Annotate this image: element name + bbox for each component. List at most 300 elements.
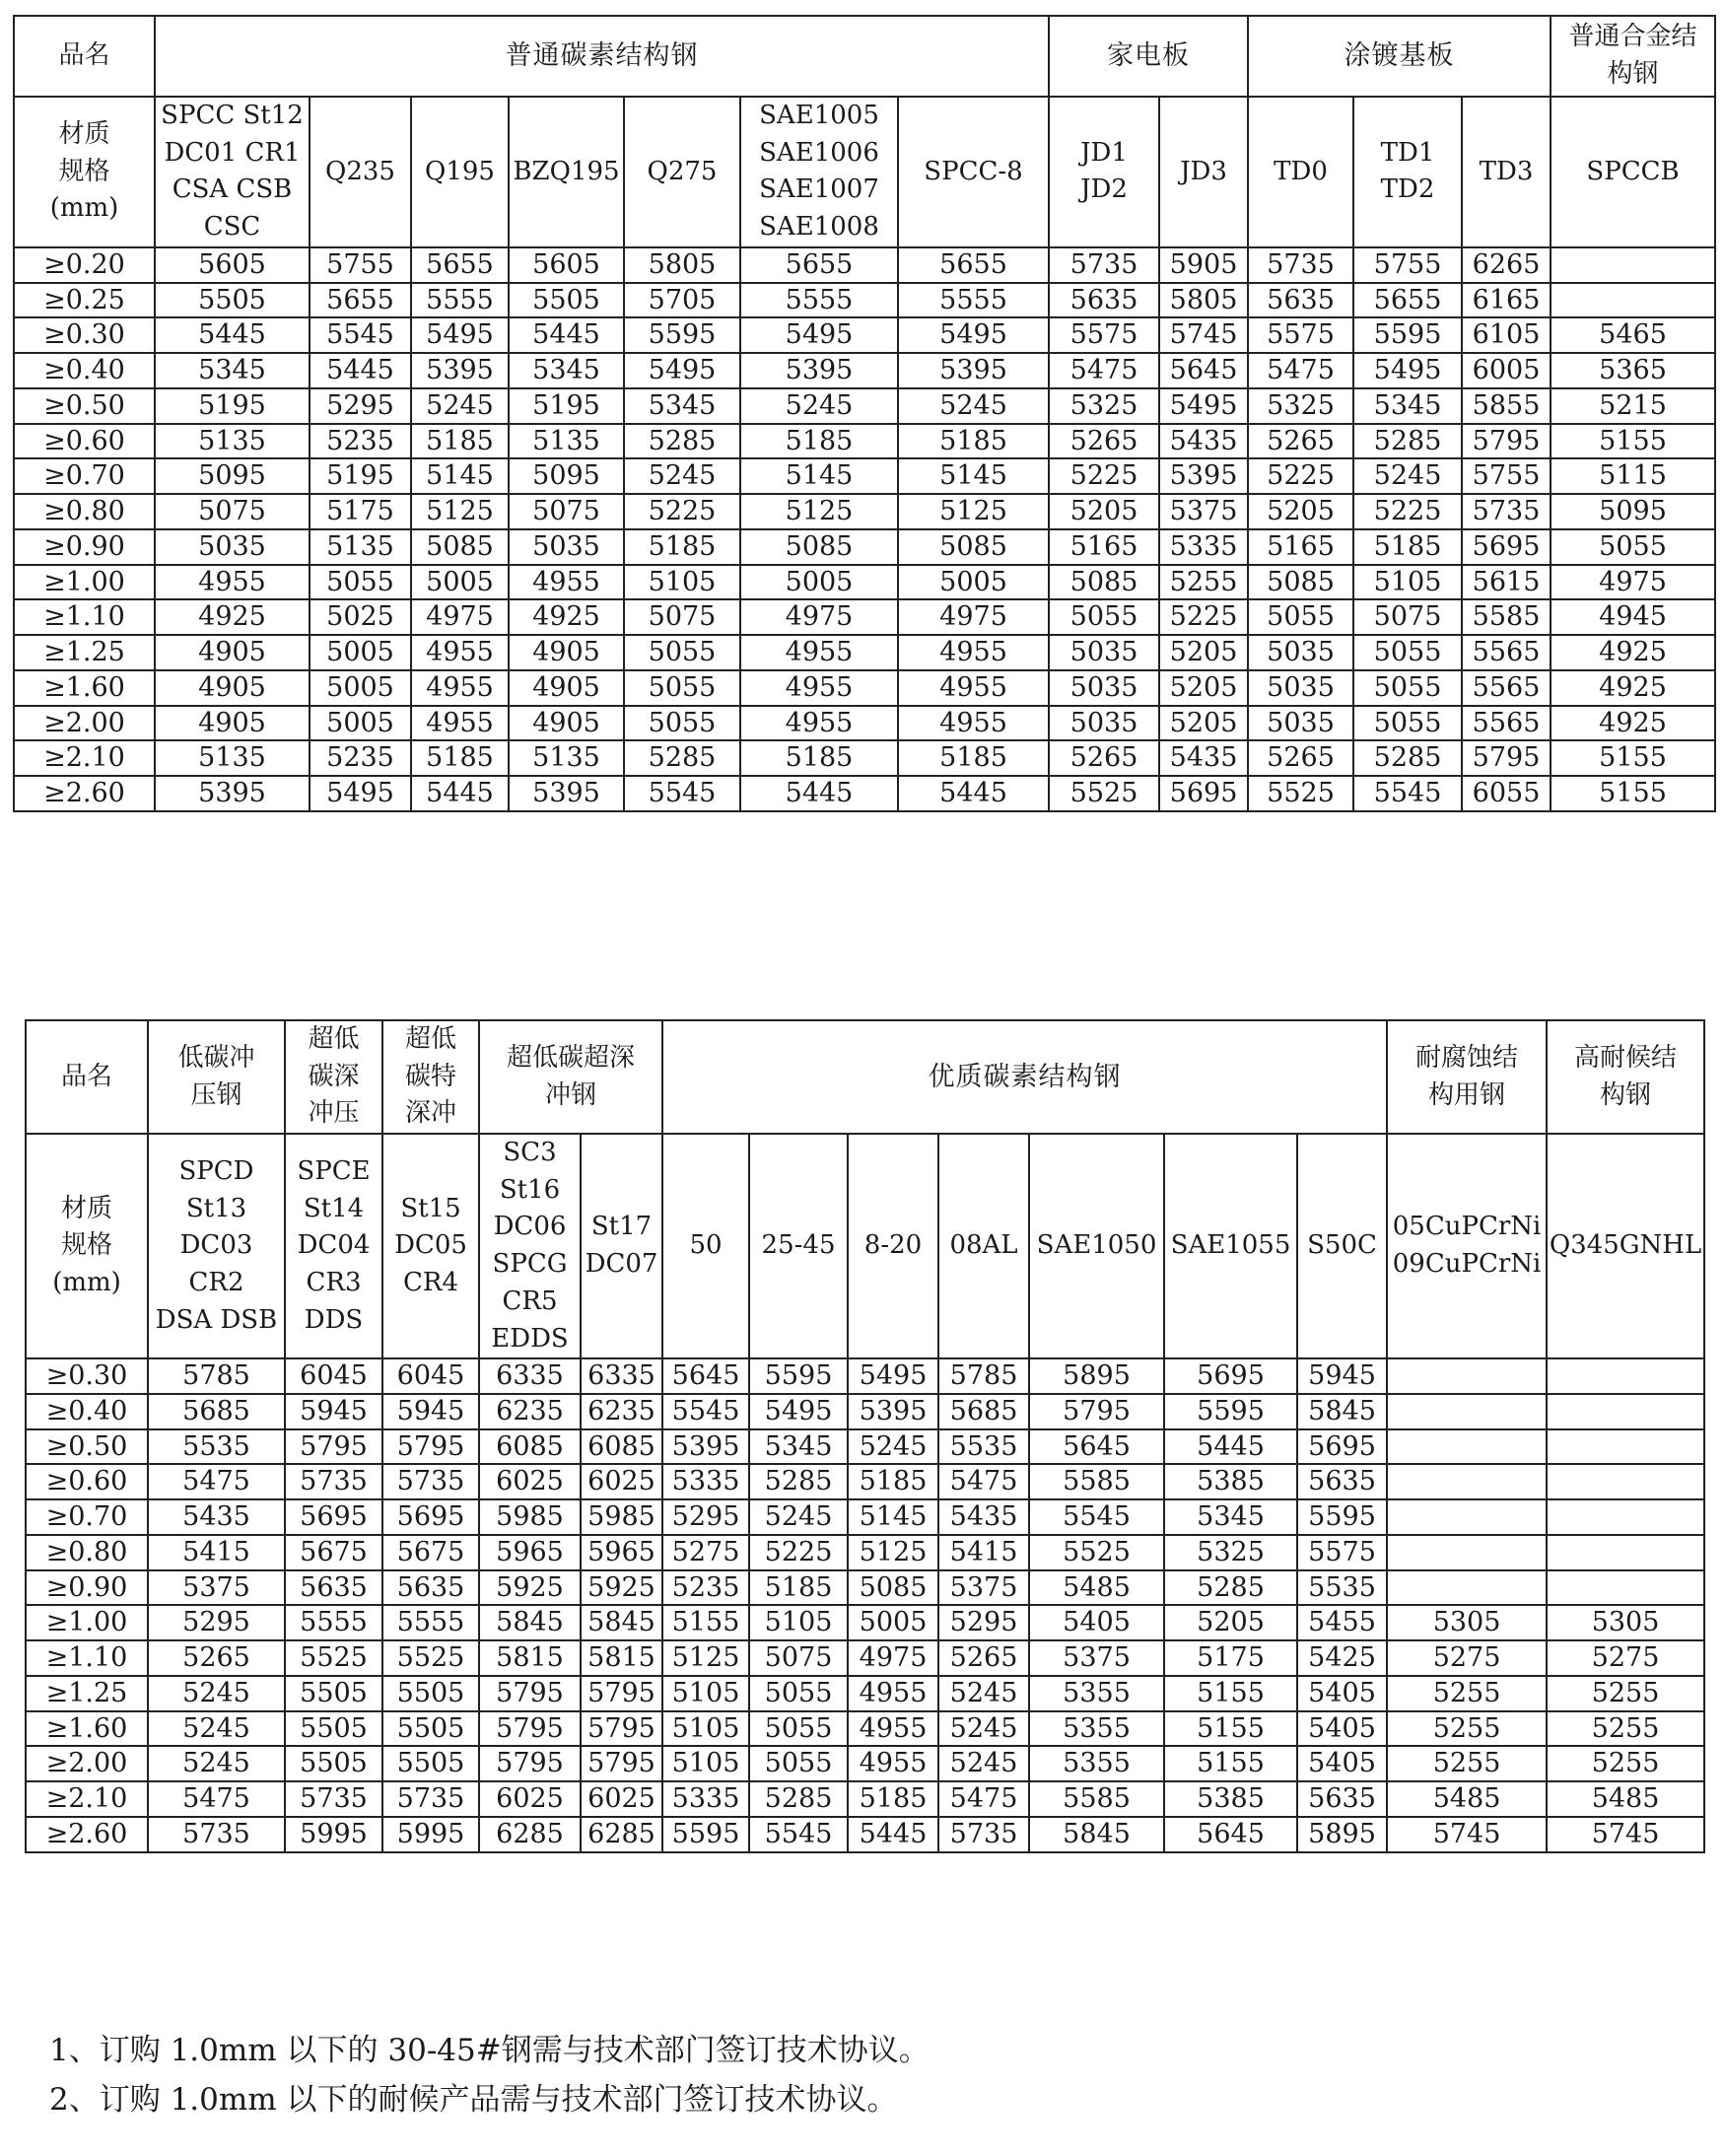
price-cell: 5205 xyxy=(1159,670,1248,706)
price-cell: 5585 xyxy=(1029,1464,1164,1499)
price-cell: 5735 xyxy=(285,1781,382,1817)
price-cell: 5695 xyxy=(1297,1429,1387,1465)
price-cell: 5985 xyxy=(479,1499,581,1535)
product-name-label: 品名 xyxy=(14,16,155,97)
table-row xyxy=(26,1464,1704,1499)
price-cell: 4975 xyxy=(411,599,509,635)
price-cell: 6285 xyxy=(479,1817,581,1852)
table-row xyxy=(14,283,1715,318)
price-cell: 5615 xyxy=(1462,565,1551,600)
price-cell: 5795 xyxy=(581,1746,662,1781)
price-cell: 5155 xyxy=(1164,1676,1297,1711)
price-cell: 5055 xyxy=(1248,599,1353,635)
price-cell: 5075 xyxy=(624,599,740,635)
price-cell: 5425 xyxy=(1297,1640,1387,1676)
price-cell: 5085 xyxy=(1049,565,1159,600)
grade-header: SAE1055 xyxy=(1164,1134,1297,1358)
category-header-row xyxy=(26,1020,1704,1134)
price-cell: 4955 xyxy=(509,565,624,600)
price-cell: 5505 xyxy=(285,1746,382,1781)
spec-cell: ≥1.60 xyxy=(26,1711,148,1747)
price-cell: 5605 xyxy=(155,247,310,283)
table-row xyxy=(26,1676,1704,1711)
price-cell xyxy=(1547,1570,1704,1606)
spec-label: 材质 规格 (mm) xyxy=(14,97,155,247)
spec-cell: ≥1.10 xyxy=(26,1640,148,1676)
price-cell: 5185 xyxy=(848,1781,938,1817)
price-cell: 4955 xyxy=(898,706,1049,741)
price-cell: 5505 xyxy=(285,1676,382,1711)
price-cell: 5255 xyxy=(1387,1746,1547,1781)
category-coating-substrate: 涂镀基板 xyxy=(1248,16,1551,97)
price-cell: 5805 xyxy=(1159,283,1248,318)
price-cell: 5455 xyxy=(1297,1605,1387,1640)
price-cell xyxy=(1551,247,1715,283)
price-cell: 5575 xyxy=(1049,317,1159,353)
price-cell: 5285 xyxy=(749,1781,848,1817)
price-cell: 5175 xyxy=(1164,1640,1297,1676)
price-cell: 5185 xyxy=(411,740,509,776)
price-cell xyxy=(1387,1429,1547,1465)
grade-header: SAE1050 xyxy=(1029,1134,1164,1358)
price-cell: 5295 xyxy=(148,1605,285,1640)
price-cell: 5055 xyxy=(749,1711,848,1747)
price-cell: 5335 xyxy=(662,1781,749,1817)
price-cell: 5185 xyxy=(740,740,898,776)
price-cell: 5795 xyxy=(581,1676,662,1711)
price-cell: 4905 xyxy=(155,706,310,741)
price-cell: 5405 xyxy=(1297,1676,1387,1711)
price-cell: 5085 xyxy=(1248,565,1353,600)
price-cell: 5595 xyxy=(1353,317,1462,353)
price-cell: 5645 xyxy=(1164,1817,1297,1852)
grade-header: 05CuPCrNi 09CuPCrNi xyxy=(1387,1134,1547,1358)
price-cell: 5135 xyxy=(310,529,411,565)
price-cell xyxy=(1551,283,1715,318)
price-cell: 5635 xyxy=(382,1570,479,1606)
price-cell: 5395 xyxy=(662,1429,749,1465)
price-cell: 5155 xyxy=(1551,776,1715,811)
price-cell: 5375 xyxy=(148,1570,285,1606)
price-cell xyxy=(1387,1570,1547,1606)
price-cell: 5795 xyxy=(1462,424,1551,459)
spec-cell: ≥1.00 xyxy=(14,565,155,600)
price-cell xyxy=(1387,1499,1547,1535)
price-cell: 5345 xyxy=(509,353,624,388)
price-cell: 5265 xyxy=(1049,740,1159,776)
price-cell: 6085 xyxy=(581,1429,662,1465)
price-cell: 5565 xyxy=(1462,670,1551,706)
price-cell: 5595 xyxy=(1164,1394,1297,1429)
spec-cell: ≥2.10 xyxy=(14,740,155,776)
price-cell: 5205 xyxy=(1159,706,1248,741)
price-cell: 5505 xyxy=(155,283,310,318)
spec-cell: ≥0.50 xyxy=(14,388,155,424)
price-cell: 5205 xyxy=(1049,494,1159,529)
price-cell: 5565 xyxy=(1462,635,1551,670)
price-cell: 5185 xyxy=(898,740,1049,776)
price-cell: 5275 xyxy=(662,1535,749,1570)
spec-cell: ≥2.60 xyxy=(14,776,155,811)
price-cell: 5245 xyxy=(740,388,898,424)
spec-cell: ≥0.90 xyxy=(14,529,155,565)
price-cell: 5505 xyxy=(382,1676,479,1711)
price-cell: 4925 xyxy=(1551,635,1715,670)
table-row xyxy=(14,317,1715,353)
price-cell: 4955 xyxy=(155,565,310,600)
price-cell: 5245 xyxy=(848,1429,938,1465)
price-cell: 5585 xyxy=(1462,599,1551,635)
spec-cell: ≥0.70 xyxy=(14,458,155,494)
table-row xyxy=(14,388,1715,424)
price-table-1 xyxy=(13,15,1716,812)
table-row xyxy=(26,1640,1704,1676)
price-cell: 5075 xyxy=(155,494,310,529)
price-cell: 5965 xyxy=(581,1535,662,1570)
price-cell: 5795 xyxy=(479,1711,581,1747)
price-cell: 5695 xyxy=(1462,529,1551,565)
price-cell: 5205 xyxy=(1164,1605,1297,1640)
price-cell: 5815 xyxy=(479,1640,581,1676)
table-row xyxy=(14,424,1715,459)
spec-cell: ≥0.50 xyxy=(26,1429,148,1465)
price-cell: 5575 xyxy=(1297,1535,1387,1570)
price-cell: 4975 xyxy=(740,599,898,635)
spec-cell: ≥0.25 xyxy=(14,283,155,318)
grade-header: SPCE St14 DC04 CR3 DDS xyxy=(285,1134,382,1358)
price-cell: 5445 xyxy=(411,776,509,811)
price-cell: 5445 xyxy=(310,353,411,388)
price-cell: 5845 xyxy=(1029,1817,1164,1852)
price-cell: 5185 xyxy=(848,1464,938,1499)
price-cell: 5265 xyxy=(1049,424,1159,459)
price-cell: 5735 xyxy=(1049,247,1159,283)
grade-header: SAE1005 SAE1006 SAE1007 SAE1008 xyxy=(740,97,898,247)
price-cell: 5735 xyxy=(938,1817,1029,1852)
price-cell: 5495 xyxy=(1159,388,1248,424)
grade-header: SPCCB xyxy=(1551,97,1715,247)
price-cell: 4955 xyxy=(848,1746,938,1781)
price-cell: 5295 xyxy=(938,1605,1029,1640)
spec-cell: ≥0.30 xyxy=(14,317,155,353)
price-cell: 6055 xyxy=(1462,776,1551,811)
price-cell: 5595 xyxy=(662,1817,749,1852)
price-cell: 6235 xyxy=(479,1394,581,1429)
price-cell: 5545 xyxy=(1029,1499,1164,1535)
price-cell: 5165 xyxy=(1248,529,1353,565)
price-cell: 5195 xyxy=(509,388,624,424)
price-cell: 5545 xyxy=(1353,776,1462,811)
grade-header: JD3 xyxy=(1159,97,1248,247)
price-cell: 5645 xyxy=(662,1358,749,1394)
price-cell: 5395 xyxy=(848,1394,938,1429)
price-cell: 5595 xyxy=(1297,1499,1387,1535)
price-cell: 5295 xyxy=(310,388,411,424)
price-cell: 5385 xyxy=(1164,1464,1297,1499)
price-cell: 5125 xyxy=(848,1535,938,1570)
grade-header: S50C xyxy=(1297,1134,1387,1358)
price-cell: 5355 xyxy=(1029,1746,1164,1781)
price-cell: 5215 xyxy=(1551,388,1715,424)
category-quality-carbon-steel: 优质碳素结构钢 xyxy=(662,1020,1387,1134)
table-row xyxy=(14,776,1715,811)
price-cell: 5495 xyxy=(411,317,509,353)
spec-cell: ≥2.00 xyxy=(14,706,155,741)
price-cell: 5805 xyxy=(624,247,740,283)
price-cell: 5445 xyxy=(740,776,898,811)
price-cell: 5325 xyxy=(1049,388,1159,424)
price-cell: 5005 xyxy=(310,670,411,706)
price-cell: 5005 xyxy=(310,635,411,670)
price-cell: 5545 xyxy=(662,1394,749,1429)
spec-cell: ≥0.40 xyxy=(14,353,155,388)
price-cell: 5485 xyxy=(1029,1570,1164,1606)
price-cell xyxy=(1387,1535,1547,1570)
price-cell: 5185 xyxy=(624,529,740,565)
price-cell: 5245 xyxy=(411,388,509,424)
price-cell: 5545 xyxy=(310,317,411,353)
price-cell: 5965 xyxy=(479,1535,581,1570)
price-cell: 5555 xyxy=(740,283,898,318)
price-cell: 5135 xyxy=(509,424,624,459)
price-cell: 5255 xyxy=(1159,565,1248,600)
price-cell: 5445 xyxy=(898,776,1049,811)
price-cell: 5225 xyxy=(1248,458,1353,494)
price-cell: 5245 xyxy=(749,1499,848,1535)
price-cell: 5535 xyxy=(148,1429,285,1465)
price-cell: 5135 xyxy=(509,740,624,776)
price-cell: 5945 xyxy=(1297,1358,1387,1394)
category-ordinary-alloy-steel: 普通合金结 构钢 xyxy=(1551,16,1715,97)
price-cell: 5445 xyxy=(848,1817,938,1852)
price-cell: 5255 xyxy=(1547,1746,1704,1781)
price-cell: 5395 xyxy=(740,353,898,388)
price-cell: 5985 xyxy=(581,1499,662,1535)
price-cell: 5055 xyxy=(624,670,740,706)
price-cell: 5445 xyxy=(509,317,624,353)
price-cell: 5895 xyxy=(1029,1358,1164,1394)
price-cell: 5755 xyxy=(1353,247,1462,283)
price-cell: 4955 xyxy=(740,670,898,706)
price-cell: 5395 xyxy=(1159,458,1248,494)
grade-header: St15 DC05 CR4 xyxy=(382,1134,479,1358)
price-cell: 5415 xyxy=(148,1535,285,1570)
price-cell xyxy=(1547,1535,1704,1570)
price-cell: 5005 xyxy=(411,565,509,600)
price-cell: 5465 xyxy=(1551,317,1715,353)
price-cell: 5495 xyxy=(1353,353,1462,388)
price-cell: 5525 xyxy=(1049,776,1159,811)
price-cell: 5185 xyxy=(1353,529,1462,565)
price-cell: 6025 xyxy=(479,1464,581,1499)
price-cell: 6235 xyxy=(581,1394,662,1429)
category-ultra-low-carbon-extra-deep: 超低 碳特 深冲 xyxy=(382,1020,479,1134)
price-cell: 5265 xyxy=(938,1640,1029,1676)
price-cell: 5155 xyxy=(1551,424,1715,459)
price-cell: 5685 xyxy=(148,1394,285,1429)
spec-cell: ≥1.00 xyxy=(26,1605,148,1640)
price-cell: 5695 xyxy=(382,1499,479,1535)
price-cell: 5265 xyxy=(1248,740,1353,776)
price-cell: 5505 xyxy=(382,1746,479,1781)
price-cell: 5495 xyxy=(749,1394,848,1429)
price-cell: 5395 xyxy=(411,353,509,388)
grade-header-row xyxy=(26,1134,1704,1358)
spec-cell: ≥2.60 xyxy=(26,1817,148,1852)
price-cell: 5055 xyxy=(1353,670,1462,706)
price-cell: 5635 xyxy=(1049,283,1159,318)
price-cell: 5085 xyxy=(848,1570,938,1606)
price-cell: 4955 xyxy=(898,670,1049,706)
price-cell: 5285 xyxy=(624,740,740,776)
price-cell: 5225 xyxy=(1353,494,1462,529)
table-row xyxy=(26,1711,1704,1747)
price-cell: 5525 xyxy=(1248,776,1353,811)
price-cell: 4955 xyxy=(740,706,898,741)
price-cell: 5335 xyxy=(1159,529,1248,565)
price-cell: 5495 xyxy=(898,317,1049,353)
price-cell: 5555 xyxy=(382,1605,479,1640)
price-cell: 6025 xyxy=(581,1464,662,1499)
price-cell: 5335 xyxy=(662,1464,749,1499)
price-cell: 5255 xyxy=(1547,1711,1704,1747)
price-cell: 5735 xyxy=(148,1817,285,1852)
price-cell: 5635 xyxy=(285,1570,382,1606)
price-cell: 5055 xyxy=(1353,706,1462,741)
price-cell: 5435 xyxy=(938,1499,1029,1535)
category-header-row xyxy=(14,16,1715,97)
price-cell: 5545 xyxy=(749,1817,848,1852)
price-cell: 5325 xyxy=(1248,388,1353,424)
table-row xyxy=(26,1781,1704,1817)
price-cell: 5125 xyxy=(740,494,898,529)
price-cell: 4925 xyxy=(1551,670,1715,706)
price-cell: 5115 xyxy=(1551,458,1715,494)
price-cell: 5735 xyxy=(1462,494,1551,529)
price-cell: 5055 xyxy=(749,1676,848,1711)
price-cell: 5895 xyxy=(1297,1817,1387,1852)
price-cell: 5475 xyxy=(148,1781,285,1817)
price-cell: 5165 xyxy=(1049,529,1159,565)
price-cell: 5635 xyxy=(1297,1464,1387,1499)
price-cell: 5555 xyxy=(898,283,1049,318)
price-cell: 5505 xyxy=(285,1711,382,1747)
price-cell: 5235 xyxy=(310,740,411,776)
price-cell: 5035 xyxy=(1049,706,1159,741)
price-cell: 5105 xyxy=(662,1711,749,1747)
price-cell: 5035 xyxy=(1049,670,1159,706)
table-row xyxy=(26,1429,1704,1465)
grade-header: 8-20 xyxy=(848,1134,938,1358)
price-cell: 5795 xyxy=(1029,1394,1164,1429)
price-cell: 5925 xyxy=(479,1570,581,1606)
category-low-carbon-stamping: 低碳冲 压钢 xyxy=(148,1020,285,1134)
price-cell: 5815 xyxy=(581,1640,662,1676)
grade-header: St17 DC07 xyxy=(581,1134,662,1358)
price-cell: 4925 xyxy=(509,599,624,635)
price-cell: 5375 xyxy=(1029,1640,1164,1676)
grade-header: TD1 TD2 xyxy=(1353,97,1462,247)
price-cell: 5525 xyxy=(382,1640,479,1676)
price-cell: 5155 xyxy=(1551,740,1715,776)
price-cell: 4905 xyxy=(509,635,624,670)
price-cell: 4905 xyxy=(155,670,310,706)
price-cell: 5245 xyxy=(938,1711,1029,1747)
price-cell: 5125 xyxy=(662,1640,749,1676)
price-cell: 5235 xyxy=(662,1570,749,1606)
table-row xyxy=(14,599,1715,635)
spec-cell: ≥0.20 xyxy=(14,247,155,283)
grade-header: SPCC-8 xyxy=(898,97,1049,247)
price-cell: 5075 xyxy=(509,494,624,529)
price-cell: 5405 xyxy=(1029,1605,1164,1640)
price-cell: 5785 xyxy=(148,1358,285,1394)
price-cell: 5105 xyxy=(662,1676,749,1711)
price-cell: 5155 xyxy=(1164,1746,1297,1781)
price-cell: 5245 xyxy=(938,1676,1029,1711)
grade-header: TD3 xyxy=(1462,97,1551,247)
price-cell: 6165 xyxy=(1462,283,1551,318)
table-row xyxy=(14,458,1715,494)
price-cell: 6005 xyxy=(1462,353,1551,388)
price-cell: 5245 xyxy=(624,458,740,494)
price-cell: 5695 xyxy=(1159,776,1248,811)
table-row xyxy=(14,353,1715,388)
price-cell: 5575 xyxy=(1248,317,1353,353)
note-line: 2、订购 1.0mm 以下的耐候产品需与技术部门签订技术协议。 xyxy=(49,2082,898,2118)
price-cell: 5055 xyxy=(310,565,411,600)
table-row xyxy=(14,494,1715,529)
price-cell: 5675 xyxy=(382,1535,479,1570)
price-cell: 6105 xyxy=(1462,317,1551,353)
price-cell: 5305 xyxy=(1387,1605,1547,1640)
price-cell: 5645 xyxy=(1029,1429,1164,1465)
price-cell xyxy=(1547,1394,1704,1429)
price-cell: 5055 xyxy=(1551,529,1715,565)
spec-cell: ≥0.60 xyxy=(26,1464,148,1499)
price-cell: 5655 xyxy=(411,247,509,283)
price-cell: 5235 xyxy=(310,424,411,459)
price-cell: 5185 xyxy=(898,424,1049,459)
price-cell: 5375 xyxy=(1159,494,1248,529)
price-cell: 5755 xyxy=(1462,458,1551,494)
price-cell: 5595 xyxy=(749,1358,848,1394)
grade-header: 08AL xyxy=(938,1134,1029,1358)
price-cell: 4925 xyxy=(1551,706,1715,741)
price-cell: 5795 xyxy=(1462,740,1551,776)
table-row xyxy=(26,1746,1704,1781)
price-cell: 5185 xyxy=(411,424,509,459)
price-cell: 5155 xyxy=(662,1605,749,1640)
price-cell: 5845 xyxy=(581,1605,662,1640)
price-cell: 5405 xyxy=(1297,1711,1387,1747)
price-cell: 5785 xyxy=(938,1358,1029,1394)
price-cell: 5275 xyxy=(1547,1640,1704,1676)
price-cell: 4905 xyxy=(509,670,624,706)
grade-header: SPCD St13 DC03 CR2 DSA DSB xyxy=(148,1134,285,1358)
price-cell: 5745 xyxy=(1387,1817,1547,1852)
price-cell: 5705 xyxy=(624,283,740,318)
price-cell: 5325 xyxy=(1164,1535,1297,1570)
grade-header: BZQ195 xyxy=(509,97,624,247)
price-cell: 5495 xyxy=(624,353,740,388)
note-line: 1、订购 1.0mm 以下的 30-45#钢需与技术部门签订技术协议。 xyxy=(49,2033,930,2068)
price-cell: 5925 xyxy=(581,1570,662,1606)
price-cell: 5145 xyxy=(898,458,1049,494)
price-cell: 5795 xyxy=(382,1429,479,1465)
table-row xyxy=(14,670,1715,706)
price-cell: 5125 xyxy=(898,494,1049,529)
